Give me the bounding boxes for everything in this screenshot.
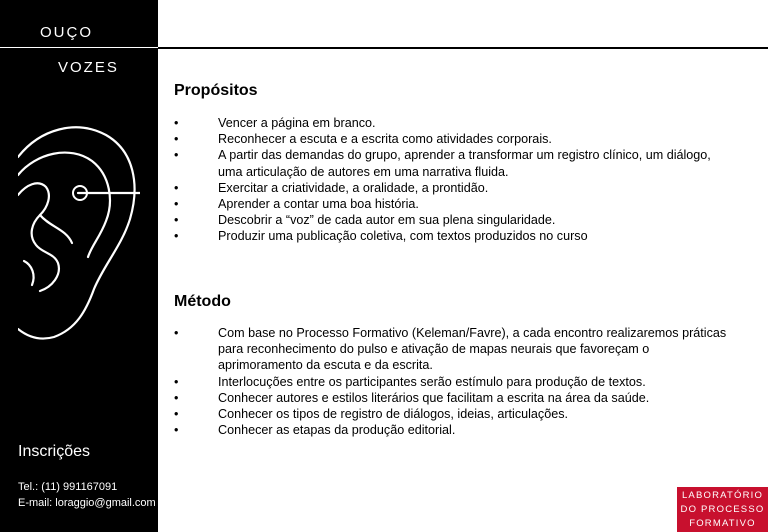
- propositos-title: Propósitos: [174, 82, 258, 99]
- bullet-icon: •: [174, 229, 179, 244]
- list-item: [174, 196, 734, 212]
- list-item-text: Exercitar a criatividade, a oralidade, a prontidão.: [218, 180, 489, 195]
- bullet-icon: •: [174, 407, 179, 422]
- list-item: [174, 325, 734, 374]
- bullet-icon: •: [174, 180, 179, 195]
- list-item-text: Produzir uma publicação coletiva, com textos produzidos no curso: [218, 229, 588, 244]
- bullet-icon: •: [174, 132, 179, 147]
- list-item-text: Vencer a página em branco.: [218, 116, 376, 130]
- ear-icon: [18, 115, 140, 345]
- list-item: [174, 212, 734, 228]
- list-item-text: Conhecer autores e estilos literários que facilitam a escrita na área da saúde.: [218, 390, 650, 405]
- bullet-icon: •: [174, 423, 179, 438]
- bullet-icon: •: [174, 390, 179, 405]
- list-item-text: Conhecer as etapas da produção editorial.: [218, 423, 456, 438]
- bullet-icon: •: [174, 213, 179, 228]
- bullet-icon: •: [174, 148, 179, 163]
- phone: Tel.: (11) 991167091: [18, 481, 118, 493]
- sidebar: [0, 0, 158, 532]
- list-item-text: Com base no Processo Formativo (Keleman/Favre), a cada encontro realizaremos práticas para reconhecimento do pulso e ativação de mapas neurais que favoreçam o aprimoramento da escuta e da escrita.: [218, 326, 727, 373]
- bullet-icon: •: [174, 374, 179, 389]
- list-item: [174, 390, 734, 406]
- bullet-icon: •: [174, 326, 179, 340]
- list-item-text: Descobrir a “voz” de cada autor em sua plena singularidade.: [218, 213, 556, 228]
- list-item: [174, 374, 734, 390]
- badge-line-1: LABORATÓRIO: [681, 490, 764, 501]
- list-item-text: Conhecer os tipos de registro de diálogos, ideias, articulações.: [218, 407, 569, 422]
- brand-divider: [0, 47, 158, 48]
- metodo-title: Método: [174, 293, 231, 310]
- bullet-icon: •: [174, 116, 179, 130]
- list-item: [174, 180, 734, 196]
- list-item: [174, 406, 734, 422]
- list-item: [174, 228, 734, 244]
- list-item-text: Reconhecer a escuta e a escrita como atividades corporais.: [218, 132, 552, 147]
- inscricoes-title: Inscrições: [18, 443, 91, 460]
- list-item: [174, 422, 734, 438]
- list-item-text: Interlocuções entre os participantes serão estímulo para produção de textos.: [218, 374, 646, 389]
- propositos-list: [174, 115, 734, 245]
- brand-line-1: OUÇO: [40, 24, 93, 41]
- list-item: [174, 131, 734, 147]
- header-divider: [158, 47, 768, 49]
- lab-badge: [677, 487, 768, 532]
- metodo-list: [174, 325, 734, 438]
- badge-line-3: FORMATIVO: [689, 518, 756, 529]
- email: E-mail: loraggio@gmail.com: [18, 497, 156, 509]
- badge-line-2: DO PROCESSO: [680, 504, 765, 515]
- bullet-icon: •: [174, 197, 179, 212]
- list-item-text: Aprender a contar uma boa história.: [218, 197, 419, 212]
- brand-line-2: VOZES: [58, 59, 119, 76]
- list-item: [174, 115, 734, 131]
- list-item-text: A partir das demandas do grupo, aprender a transformar um registro clínico, um diálogo, uma articulação de autores em uma narrativa fluida.: [218, 148, 711, 179]
- list-item: [174, 147, 734, 179]
